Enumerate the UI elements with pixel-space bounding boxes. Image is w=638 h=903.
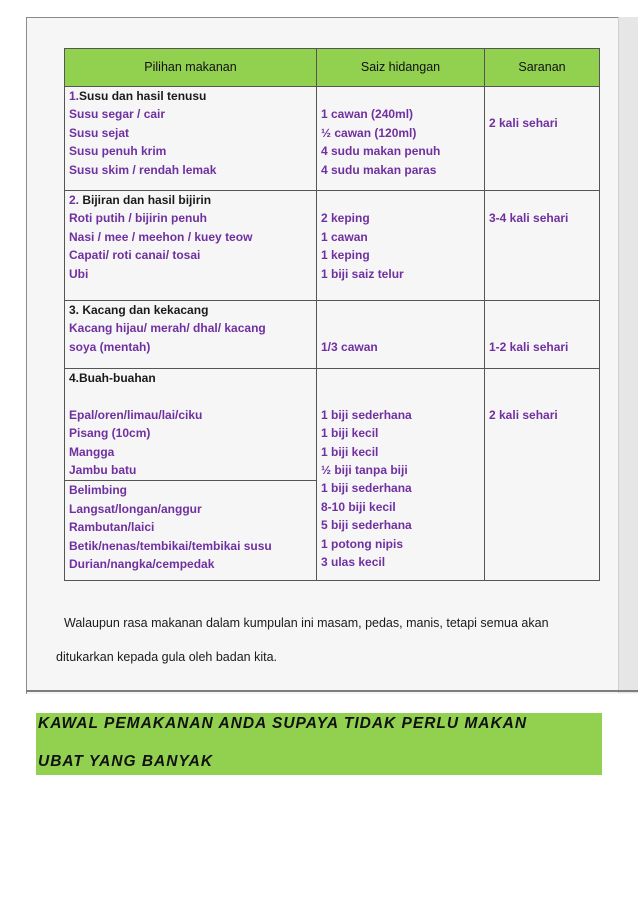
- food-item: Kacang hijau/ merah/ dhal/ kacang: [69, 321, 266, 336]
- category-title: 4.Buah-buahan: [69, 371, 156, 385]
- portion: 2 keping: [321, 211, 370, 226]
- portion: 3 ulas kecil: [321, 555, 386, 570]
- note-line-2: ditukarkan kepada gula oleh badan kita.: [56, 650, 277, 664]
- banner-line-2: UBAT YANG BANYAK: [38, 753, 214, 770]
- header-recommendation: Saranan: [485, 49, 600, 87]
- note-line-1: Walaupun rasa makanan dalam kumpulan ini masam, pedas, manis, tetapi semua akan: [64, 616, 549, 630]
- category-title: 2. Bijiran dan hasil bijirin: [69, 193, 212, 207]
- food-item: Jambu batu: [69, 463, 137, 478]
- food-item: Ubi: [69, 266, 89, 281]
- table-header-row: [65, 49, 600, 87]
- page-bottom-rule: [26, 690, 638, 692]
- serving-size-cell: [317, 369, 485, 581]
- header-serving-size: Saiz hidangan: [317, 49, 485, 87]
- food-choice-cell: [65, 191, 317, 301]
- food-item: Susu skim / rendah lemak: [69, 162, 217, 177]
- food-item: Susu sejat: [69, 125, 130, 140]
- food-item: Roti putih / bijirin penuh: [69, 211, 207, 226]
- food-choice-cell: [65, 87, 317, 191]
- portion: 1 cawan: [321, 229, 368, 244]
- portion: 8-10 biji kecil: [321, 499, 396, 514]
- food-item: Pisang (10cm): [69, 426, 151, 441]
- recommendation-cell: [485, 191, 600, 301]
- food-item: Belimbing: [69, 483, 128, 498]
- recommendation-cell: [485, 369, 600, 581]
- table-row: [65, 87, 600, 191]
- food-item: Durian/nangka/cempedak: [69, 557, 215, 572]
- advice-banner: [36, 713, 602, 775]
- portion: 1 cawan (240ml): [321, 107, 414, 122]
- serving-size-cell: [317, 87, 485, 191]
- portion: 4 sudu makan paras: [321, 162, 437, 177]
- category-title: 3. Kacang dan kekacang: [69, 303, 209, 317]
- portion: ½ biji tanpa biji: [321, 463, 408, 477]
- recommendation: 3-4 kali sehari: [489, 211, 569, 226]
- portion: 1 biji kecil: [321, 426, 379, 441]
- portion: 1 keping: [321, 248, 370, 263]
- food-item: Capati/ roti canai/ tosai: [69, 248, 201, 263]
- food-choice-cell: [65, 369, 317, 581]
- food-item: Betik/nenas/tembikai/tembikai susu: [69, 538, 272, 553]
- serving-size-cell: [317, 301, 485, 369]
- food-item: soya (mentah): [69, 339, 151, 354]
- portion: 1 potong nipis: [321, 536, 403, 551]
- portion: 1 biji saiz telur: [321, 266, 404, 281]
- food-choice-cell: [65, 301, 317, 369]
- recommendation: 2 kali sehari: [489, 116, 558, 131]
- portion: ½ cawan (120ml): [321, 125, 417, 140]
- portion: 1 biji kecil: [321, 444, 379, 459]
- portion: 5 biji sederhana: [321, 518, 412, 533]
- table-row: [65, 369, 600, 581]
- portion: 4 sudu makan penuh: [321, 144, 441, 159]
- food-item: Nasi / mee / meehon / kuey teow: [69, 229, 253, 244]
- page-edge: [618, 17, 638, 693]
- food-item: Susu penuh krim: [69, 144, 167, 159]
- serving-size-cell: [317, 191, 485, 301]
- food-serving-table: [64, 48, 600, 581]
- food-item: Rambutan/laici: [69, 520, 155, 535]
- portion: 1/3 cawan: [321, 339, 378, 354]
- portion: 1 biji sederhana: [321, 407, 412, 422]
- recommendation-cell: [485, 87, 600, 191]
- recommendation: 2 kali sehari: [489, 407, 558, 422]
- food-item: Mangga: [69, 444, 115, 459]
- food-item: Susu segar / cair: [69, 107, 166, 122]
- banner-line-1: KAWAL PEMAKANAN ANDA SUPAYA TIDAK PERLU MAKAN: [38, 715, 528, 732]
- recommendation-cell: [485, 301, 600, 369]
- recommendation: 1-2 kali sehari: [489, 339, 569, 354]
- food-item: Langsat/longan/anggur: [69, 501, 202, 516]
- table-row: [65, 191, 600, 301]
- category-title: 1.Susu dan hasil tenusu: [69, 89, 207, 103]
- portion: 1 biji sederhana: [321, 481, 412, 496]
- table-row: [65, 301, 600, 369]
- food-item: Epal/oren/limau/lai/ciku: [69, 407, 203, 422]
- header-food-choice: Pilihan makanan: [65, 49, 317, 87]
